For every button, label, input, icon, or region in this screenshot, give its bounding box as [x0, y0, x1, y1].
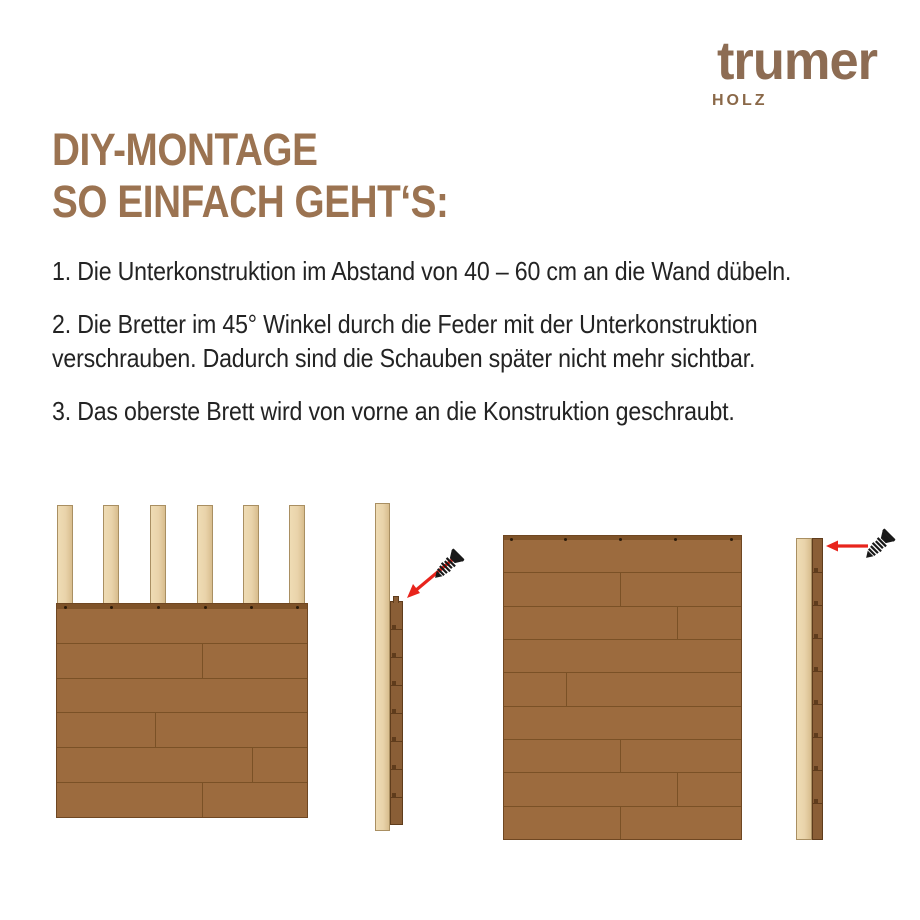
instruction-text: verschrauben. Dadurch sind die Schauben später nicht mehr sichtbar.: [52, 343, 756, 373]
board-seam: [155, 713, 156, 747]
board-row: [57, 747, 307, 782]
batten: [57, 505, 73, 605]
batten: [103, 505, 119, 605]
joint-mark: [391, 629, 402, 630]
board-row: [504, 540, 741, 572]
board-row: [504, 739, 741, 772]
instruction-text: 2. Die Bretter im 45° Winkel durch die Feder mit der Unterkonstruktion: [52, 309, 758, 339]
instructions: [52, 254, 883, 447]
board-row: [57, 678, 307, 713]
brand-name: trumer: [716, 31, 877, 91]
brand-subtitle: HOLZ: [711, 92, 768, 109]
board-stack-side: [390, 601, 403, 825]
board-seam: [620, 740, 621, 772]
board-seam: [677, 773, 678, 805]
joint-mark: [813, 572, 822, 573]
instruction-step-1: [52, 254, 883, 288]
batten: [243, 505, 259, 605]
board-seam: [202, 644, 203, 678]
joint-mark: [391, 713, 402, 714]
board-seam: [620, 807, 621, 839]
joint-mark: [813, 704, 822, 705]
illustration-battens-partial: [56, 505, 308, 818]
page-title: [52, 124, 513, 228]
brand-logo: [711, 31, 877, 110]
joint-mark: [813, 770, 822, 771]
joint-mark: [813, 605, 822, 606]
joint-mark: [813, 737, 822, 738]
batten: [197, 505, 213, 605]
board-row: [504, 672, 741, 705]
joint-mark: [813, 638, 822, 639]
board-panel: [56, 603, 308, 818]
board-row: [504, 606, 741, 639]
board-seam: [620, 573, 621, 605]
board-seam: [252, 748, 253, 782]
instruction-step-3: [52, 394, 883, 428]
board-row: [504, 772, 741, 805]
board-stack-side: [812, 538, 823, 840]
instruction-text: 1. Die Unterkonstruktion im Abstand von 40 – 60 cm an die Wand dübeln.: [52, 256, 792, 286]
board-tongue: [393, 596, 399, 603]
joint-mark: [391, 657, 402, 658]
board-row: [57, 643, 307, 678]
illustration-panel-complete: [503, 535, 742, 840]
board-row: [57, 712, 307, 747]
batten-side: [375, 503, 390, 831]
joint-mark: [391, 797, 402, 798]
board-seam: [677, 607, 678, 639]
board-seam: [566, 673, 567, 705]
instruction-text: 3. Das oberste Brett wird von vorne an die Konstruktion geschraubt.: [52, 396, 735, 426]
joint-mark: [391, 741, 402, 742]
batten-side: [796, 538, 812, 840]
joint-mark: [391, 685, 402, 686]
board-row: [57, 609, 307, 643]
board-seam: [202, 783, 203, 817]
board-row: [504, 572, 741, 605]
board-row: [504, 639, 741, 672]
joint-mark: [813, 671, 822, 672]
board-row: [57, 782, 307, 817]
title-line-1: DIY-MONTAGE: [52, 124, 318, 175]
joint-mark: [813, 803, 822, 804]
batten: [150, 505, 166, 605]
board-row: [504, 806, 741, 839]
joint-mark: [391, 769, 402, 770]
screw-icon: [859, 527, 897, 565]
instruction-step-2: [52, 307, 883, 375]
batten: [289, 505, 305, 605]
board-row: [504, 706, 741, 739]
title-line-2: SO EINFACH GEHT‘S:: [52, 176, 449, 227]
